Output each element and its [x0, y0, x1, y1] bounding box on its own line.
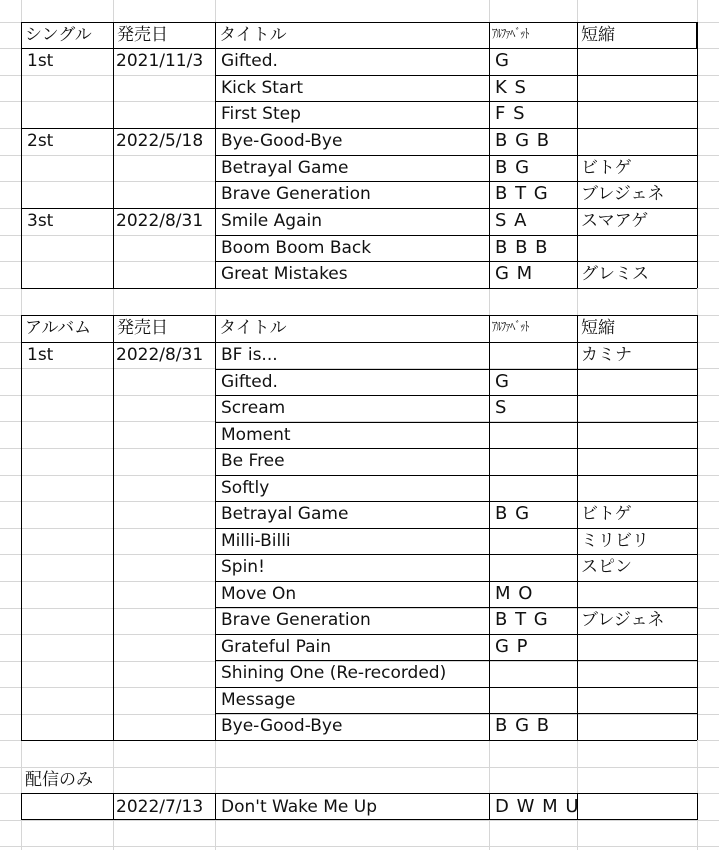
- album-number[interactable]: 1st: [27, 345, 54, 365]
- song-title[interactable]: Scream: [221, 398, 286, 418]
- song-short[interactable]: グレミス: [581, 264, 649, 284]
- single-number[interactable]: 1st: [27, 51, 54, 71]
- row-border: [215, 448, 697, 449]
- song-alphabet[interactable]: B G: [495, 503, 531, 524]
- song-title[interactable]: Brave Generation: [221, 184, 371, 204]
- song-title[interactable]: Bye-Good-Bye: [221, 716, 343, 736]
- song-alphabet[interactable]: S A: [495, 210, 528, 231]
- digital-only-label[interactable]: 配信のみ: [25, 770, 93, 790]
- header-alphabet[interactable]: ｱﾙﾌｧﾍﾞｯﾄ: [492, 27, 529, 42]
- header-type[interactable]: シングル: [25, 25, 92, 45]
- digital-release-date[interactable]: 2022/7/13: [116, 797, 204, 817]
- song-title[interactable]: First Step: [221, 104, 301, 124]
- header-title[interactable]: タイトル: [219, 25, 287, 45]
- header-release-date[interactable]: 発売日: [117, 318, 168, 338]
- song-title[interactable]: Betrayal Game: [221, 158, 349, 178]
- header-title[interactable]: タイトル: [219, 318, 287, 338]
- header-short[interactable]: 短縮: [581, 25, 615, 45]
- song-title[interactable]: Be Free: [221, 451, 285, 471]
- gridline-horizontal: [0, 714, 719, 715]
- song-short[interactable]: ミリビリ: [581, 531, 649, 551]
- header-short[interactable]: 短縮: [581, 318, 615, 338]
- song-alphabet[interactable]: G P: [495, 636, 529, 657]
- gridline-horizontal: [0, 820, 719, 821]
- song-alphabet[interactable]: B T G: [495, 609, 549, 630]
- header-alphabet[interactable]: ｱﾙﾌｧﾍﾞｯﾄ: [492, 320, 529, 335]
- song-title[interactable]: Great Mistakes: [221, 264, 348, 284]
- song-short[interactable]: ビトゲ: [581, 504, 632, 524]
- song-alphabet[interactable]: G: [495, 371, 510, 392]
- song-short[interactable]: カミナ: [581, 345, 632, 365]
- song-title[interactable]: Shining One (Re-recorded): [221, 663, 447, 683]
- song-short[interactable]: ブレジェネ: [581, 610, 665, 630]
- gridline-horizontal: [0, 767, 719, 768]
- song-title[interactable]: Grateful Pain: [221, 637, 331, 657]
- song-title[interactable]: Spin!: [221, 557, 265, 577]
- song-alphabet[interactable]: S: [495, 397, 508, 418]
- song-alphabet[interactable]: B G: [495, 157, 531, 178]
- song-title[interactable]: Move On: [221, 584, 297, 604]
- song-short[interactable]: ビトゲ: [581, 158, 632, 178]
- song-title[interactable]: Betrayal Game: [221, 504, 349, 524]
- header-type[interactable]: アルバム: [25, 318, 92, 338]
- song-alphabet[interactable]: B T G: [495, 183, 549, 204]
- song-alphabet[interactable]: B G B: [495, 130, 551, 151]
- song-title[interactable]: Kick Start: [221, 78, 303, 98]
- single-release-date[interactable]: 2022/5/18: [116, 131, 204, 151]
- gridline-horizontal: [0, 846, 719, 847]
- row-border: [215, 475, 697, 476]
- song-title[interactable]: Bye-Good-Bye: [221, 131, 343, 151]
- single-release-date[interactable]: 2021/11/3: [116, 51, 204, 71]
- song-alphabet[interactable]: K S: [495, 77, 527, 98]
- song-alphabet[interactable]: B B B: [495, 237, 549, 258]
- song-title[interactable]: Boom Boom Back: [221, 238, 372, 258]
- header-release-date[interactable]: 発売日: [117, 25, 168, 45]
- song-alphabet[interactable]: M O: [495, 583, 534, 604]
- song-title[interactable]: Milli-Billi: [221, 531, 291, 551]
- single-number[interactable]: 2st: [27, 131, 54, 151]
- song-alphabet[interactable]: G: [495, 50, 510, 71]
- single-release-date[interactable]: 2022/8/31: [116, 211, 204, 231]
- song-alphabet[interactable]: F S: [495, 103, 526, 124]
- single-number[interactable]: 3st: [27, 211, 54, 231]
- song-short[interactable]: スマアゲ: [581, 211, 649, 231]
- song-short[interactable]: ブレジェネ: [581, 184, 665, 204]
- song-alphabet[interactable]: G M: [495, 263, 534, 284]
- song-title[interactable]: Brave Generation: [221, 610, 371, 630]
- row-border: [215, 369, 697, 370]
- song-title[interactable]: BF is...: [221, 345, 278, 365]
- song-title[interactable]: Smile Again: [221, 211, 322, 231]
- song-title[interactable]: Softly: [221, 478, 270, 498]
- digital-song-title[interactable]: Don't Wake Me Up: [221, 797, 378, 817]
- song-alphabet[interactable]: B G B: [495, 715, 551, 736]
- song-title[interactable]: Gifted.: [221, 51, 278, 71]
- album-release-date[interactable]: 2022/8/31: [116, 345, 204, 365]
- song-title[interactable]: Moment: [221, 425, 291, 445]
- digital-song-alphabet[interactable]: D W M U: [495, 796, 580, 817]
- song-short[interactable]: スピン: [581, 557, 632, 577]
- row-border: [215, 395, 697, 396]
- song-title[interactable]: Gifted.: [221, 372, 278, 392]
- song-title[interactable]: Message: [221, 690, 296, 710]
